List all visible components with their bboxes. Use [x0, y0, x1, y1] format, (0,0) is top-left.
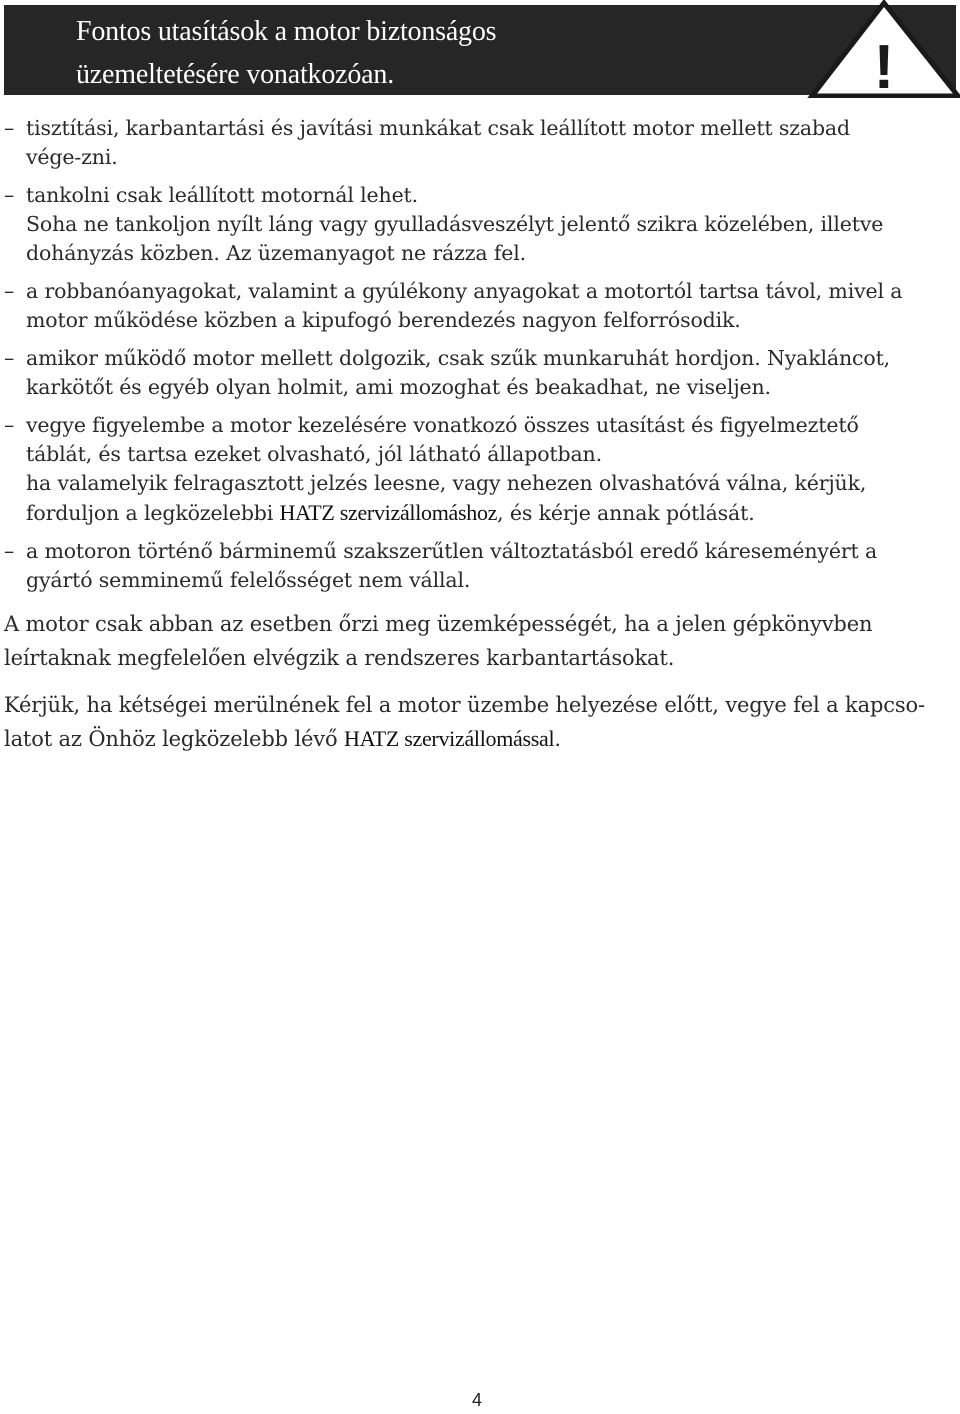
instruction-item — [4, 537, 940, 595]
instruction-line: a robbanóanyagokat, valamint a gyúlékony anyagokat a motortól tartsa távol, mivel a — [26, 279, 903, 303]
paragraph-text: latot az Önhöz legközelebb lévő — [4, 727, 345, 751]
page-title-line-1: Fontos utasítások a motor biztonságos — [76, 16, 497, 47]
instruction-item — [4, 277, 940, 335]
page-title — [76, 10, 776, 96]
list-dash: – — [4, 279, 15, 303]
maintenance-paragraph — [4, 607, 940, 675]
instruction-item — [4, 411, 940, 528]
page-number: 4 — [472, 1390, 483, 1410]
exclamation-mark: ! — [873, 33, 895, 98]
instruction-line: tisztítási, karbantartási és javítási munkákat csak leállított motor mellett szabad — [26, 116, 850, 140]
instruction-line: táblát, és tartsa ezeket olvasható, jól látható állapotban. — [26, 442, 602, 466]
hatz-service-station-reference: HATZ szervizállomással — [344, 726, 555, 751]
instruction-line: motor működése közben a kipufogó berendezés nagyon felforrósodik. — [26, 308, 741, 332]
paragraph-line: A motor csak abban az esetben őrzi meg üzemképességét, ha a jelen gépkönyvben — [4, 612, 873, 636]
contact-paragraph — [4, 688, 940, 756]
instruction-line: karkötőt és egyéb olyan holmit, ami mozoghat és beakadhat, ne viseljen. — [26, 375, 771, 399]
instruction-line — [26, 498, 940, 528]
list-dash: – — [4, 116, 15, 140]
instruction-item — [4, 344, 940, 402]
instruction-line: amikor működő motor mellett dolgozik, csak szűk munkaruhát hordjon. Nyakláncot, — [26, 346, 891, 370]
instruction-line: a motoron történő bárminemű szakszerűtlen változtatásból eredő káreseményért a — [26, 539, 878, 563]
instruction-line: ha valamelyik felragasztott jelzés leesne, vagy nehezen olvashatóvá válna, kérjük, — [26, 471, 867, 495]
instruction-text: forduljon a legközelebbi — [26, 501, 280, 525]
instruction-line: vége-zni. — [26, 145, 118, 169]
list-dash: – — [4, 183, 15, 207]
paragraph-line — [4, 722, 940, 756]
list-dash: – — [4, 539, 15, 563]
list-dash: – — [4, 346, 15, 370]
instruction-item — [4, 114, 940, 172]
instruction-line: gyártó semminemű felelősséget nem vállal. — [26, 568, 471, 592]
instruction-line: tankolni csak leállított motornál lehet. — [26, 183, 419, 207]
paragraph-text: . — [554, 727, 561, 751]
page-title-line-2: üzemeltetésére vonatkozóan. — [76, 59, 394, 90]
warning-triangle-icon — [806, 0, 960, 98]
instruction-text: , és kérje annak pótlását. — [497, 501, 755, 525]
instruction-line: vegye figyelembe a motor kezelésére vonatkozó összes utasítást és figyelmeztető — [26, 413, 859, 437]
list-dash: – — [4, 413, 15, 437]
paragraph-line: leírtaknak megfelelően elvégzik a rendszeres karbantartásokat. — [4, 646, 675, 670]
instruction-line: Soha ne tankoljon nyílt láng vagy gyulladásveszélyt jelentő szikra közelében, illetve — [26, 212, 884, 236]
paragraph-line: Kérjük, ha kétségei merülnének fel a motor üzembe helyezése előtt, vegye fel a kapcso- — [4, 693, 925, 717]
instructions-content — [4, 114, 940, 765]
instruction-item — [4, 181, 940, 268]
instruction-line: dohányzás közben. Az üzemanyagot ne rázza fel. — [26, 241, 527, 265]
hatz-service-station-reference: HATZ szervizállomáshoz — [279, 500, 498, 525]
